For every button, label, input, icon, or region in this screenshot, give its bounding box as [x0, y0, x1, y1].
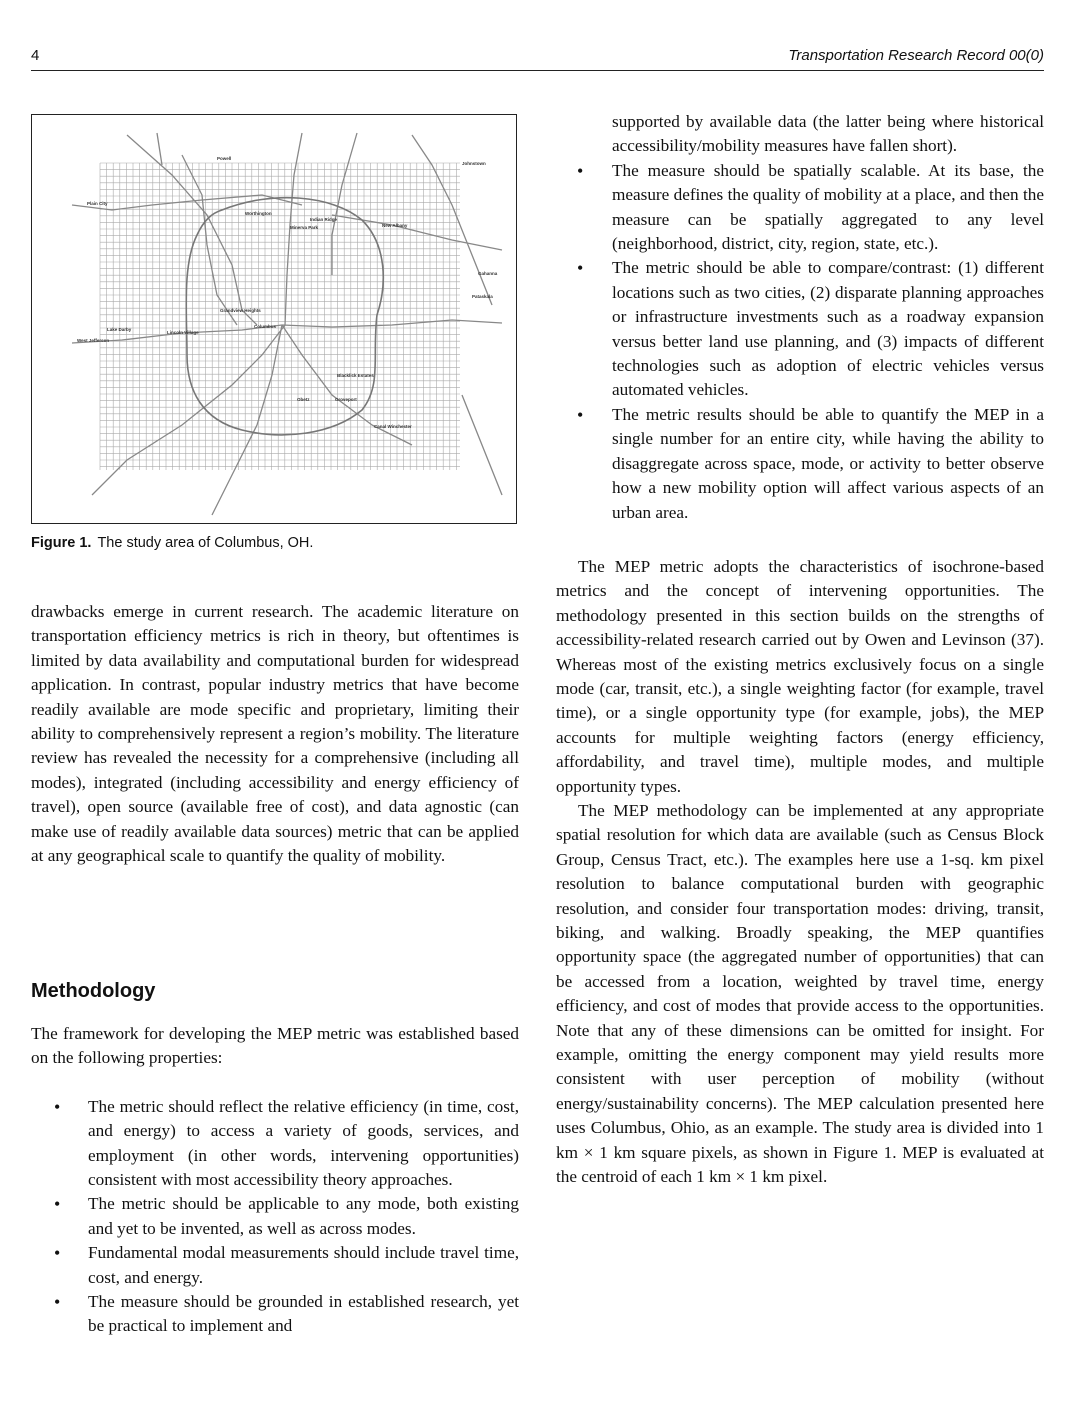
map-label-grandview: Grandview Heights [220, 308, 261, 313]
map-label-johnstown: Johnstown [462, 161, 486, 166]
map-label-west-jefferson: West Jefferson [77, 338, 110, 343]
property-list [31, 1095, 519, 1339]
map-label-lincoln-village: Lincoln Village [167, 330, 199, 335]
map-label-pataskala: Pataskala [472, 294, 493, 299]
left-column-methodology [31, 1022, 519, 1339]
map-label-canal-winchester: Canal Winchester [374, 424, 412, 429]
list-item: • The metric should be applicable to any mode, both existing and yet to be invented, as well as across modes. [31, 1192, 519, 1241]
map-label-columbus: Columbus [254, 324, 276, 329]
right-column [556, 110, 1044, 1189]
list-item: • The measure should be spatially scalable. At its base, the measure defines the quality of mobility at a place, and then the measure can be spatially aggregated to any level (neighborhood, district, city, region, state, etc.). [556, 159, 1044, 257]
list-item: • Fundamental modal measurements should include travel time, cost, and energy. [31, 1241, 519, 1290]
map-label-plain-city: Plain City [87, 201, 108, 206]
mep-paragraph-1: The MEP metric adopts the characteristics of isochrone-based metrics and the concept of intervening opportunities. The methodology presented in this section builds on the strengths of accessibility-related research carried out by Owen and Levinson (37). Whereas most of the existing metrics exclusively focus on a single mode (car, transit, etc.), a single weighting factor (for example, travel time), or a single opportunity type (for example, jobs), the MEP accounts for multiple weighting factors (energy efficiency, affordability, and travel time), multiple modes, and multiple opportunity types. [556, 556, 1044, 796]
property-list-continued [556, 159, 1044, 525]
framework-paragraph: The framework for developing the MEP metric was established based on the following properties: [31, 1024, 519, 1068]
map-label-new-albany: New Albany [382, 223, 408, 228]
list-item: • The metric should be able to compare/contrast: (1) different locations such as two cities, (2) disparate planning approaches or infrastructure investments such as a roadway expansion versus better land use planning, and (3) impacts of different technologies such as adoption of electric vehicles versus automated vehicles. [556, 256, 1044, 402]
intro-paragraph: drawbacks emerge in current research. The academic literature on transportation efficiency metrics is rich in theory, but oftentimes is limited by data availability and computational burden for widespread application. In contrast, popular industry metrics that have become readily available are mode specific and proprietary, limiting their ability to comprehensively represent a region’s mobility. The literature review has revealed the necessity for a comprehensive (including all modes), integrated (including accessibility and energy efficiency of travel), open source (available free of cost), and data agnostic (can make use of readily available data sources) metric that can be applied at any geographical scale to quantify the quality of mobility. [31, 602, 519, 866]
section-heading-methodology: Methodology [31, 980, 156, 1002]
list-item: • The measure should be grounded in established research, yet be practical to implement and [31, 1290, 519, 1339]
map-label-minerva-park: Minerva Park [290, 225, 319, 230]
map-graphic [32, 115, 518, 525]
map-label-indian-ridge: Indian Ridge [310, 217, 337, 222]
figure-caption [31, 535, 521, 551]
running-header [31, 46, 1044, 71]
bullet-continuation: supported by available data (the latter being where historical accessibility/mobility measures have fallen short). [612, 112, 1044, 156]
figure-study-area-map [31, 114, 517, 524]
map-label-groveport: Groveport [335, 397, 357, 402]
map-label-worthington: Worthington [245, 211, 272, 216]
list-item: • The metric results should be able to quantify the MEP in a single number for an entire city, while having the ability to disaggregate across space, mode, or activity to better observe how a new mobility option will affect various aspects of an urban area. [556, 403, 1044, 525]
list-item: • The metric should reflect the relative efficiency (in time, cost, and energy) to access a variety of goods, services, and employment (in other words, intervening opportunities) consistent with most accessibility theory approaches. [31, 1095, 519, 1193]
major-roads [72, 133, 502, 515]
map-label-powell: Powell [217, 156, 232, 161]
map-label-gahanna: Gahanna [478, 271, 498, 276]
left-column-intro [31, 600, 519, 868]
figure-label: Figure 1. [31, 535, 92, 551]
journal-title: Transportation Research Record 00(0) [788, 47, 1044, 64]
mep-paragraph-2: The MEP methodology can be implemented at any appropriate spatial resolution for which data are available (such as Census Block Group, Census Tract, etc.). The examples here use a 1-sq. km pixel resolution to balance computational burden with geographic resolution, and consider four transportation modes: driving, transit, biking, and walking. Broadly speaking, the MEP quantifies opportunity space (the aggregated number of opportunities) that can be accessed from a location, weighted by travel time, energy efficiency, and cost of modes that provide access to the opportunities. Note that any of these dimensions can be omitted for insight. For example, omitting the energy component may yield results more consistent with user perception of mobility (without energy/sustainability concerns). The MEP calculation presented here uses Columbus, Ohio, as an example. The study area is divided into 1 km × 1 km square pixels, as shown in Figure 1. MEP is evaluated at the centroid of each 1 km × 1 km pixel. [556, 800, 1044, 1187]
map-label-obetz: Obetz [297, 397, 310, 402]
figure-caption-text: The study area of Columbus, OH. [97, 535, 314, 551]
map-label-lake-darby: Lake Darby [107, 327, 132, 332]
map-label-blacklick: Blacklick Estates [337, 373, 374, 378]
page-number: 4 [31, 47, 40, 64]
